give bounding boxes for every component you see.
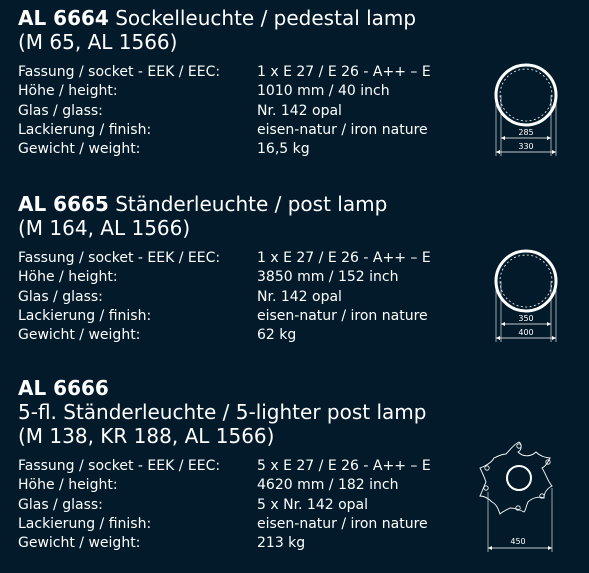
spec-value: 1010 mm / 40 inch <box>257 83 390 100</box>
product-refs: (M 164, AL 1566) <box>18 216 191 240</box>
spec-value: eisen-natur / iron nature <box>257 515 428 532</box>
spec-label: Fassung / socket - EEK / EEC: <box>18 458 221 474</box>
spec-row <box>18 326 468 345</box>
spec-value: 1 x E 27 / E 26 - A++ – E <box>257 250 431 266</box>
spec-label: Höhe / height: <box>18 83 118 100</box>
spec-row <box>18 63 468 82</box>
spec-row <box>18 268 468 287</box>
spec-row <box>18 249 468 268</box>
spec-row <box>18 496 468 515</box>
spec-label: Gewicht / weight: <box>18 141 141 158</box>
spec-label: Gewicht / weight: <box>18 327 141 344</box>
spec-value: 5 x Nr. 142 opal <box>257 496 369 513</box>
dimension-label: 330 <box>518 142 534 151</box>
spec-value: eisen-natur / iron nature <box>257 121 428 138</box>
spec-label: Glas / glass: <box>18 288 103 305</box>
spec-value: eisen-natur / iron nature <box>257 307 428 324</box>
spec-label: Höhe / height: <box>18 269 118 286</box>
pedestal-lamp-top-view-icon <box>486 54 566 164</box>
spec-label: Lackierung / finish: <box>18 121 152 138</box>
product-title <box>18 376 468 400</box>
spec-row <box>18 102 468 121</box>
spec-value: Nr. 142 opal <box>257 102 342 119</box>
spec-value: 1 x E 27 / E 26 - A++ – E <box>257 64 431 80</box>
five-arm-lamp-top-view-icon <box>474 432 564 557</box>
spec-row <box>18 457 468 476</box>
dimension-label: 450 <box>510 537 526 546</box>
spec-table <box>18 63 468 159</box>
spec-row <box>18 121 468 140</box>
spec-label: Glas / glass: <box>18 496 103 513</box>
product-title <box>18 6 468 30</box>
spec-row <box>18 307 468 326</box>
spec-row <box>18 288 468 307</box>
product-al-6666 <box>18 376 468 553</box>
spec-label: Gewicht / weight: <box>18 535 141 552</box>
spec-value: Nr. 142 opal <box>257 288 342 305</box>
spec-row <box>18 140 468 159</box>
spec-table <box>18 457 468 553</box>
product-title <box>18 192 468 216</box>
spec-label: Lackierung / finish: <box>18 307 152 324</box>
spec-label: Glas / glass: <box>18 102 103 119</box>
dimension-label: 400 <box>518 328 534 337</box>
spec-label: Fassung / socket - EEK / EEC: <box>18 64 221 80</box>
spec-row <box>18 534 468 553</box>
spec-table <box>18 249 468 345</box>
spec-row <box>18 515 468 534</box>
product-code: AL 6664 <box>18 6 109 30</box>
spec-value: 4620 mm / 182 inch <box>257 477 399 494</box>
product-name: Sockelleuchte / pedestal lamp <box>115 6 417 30</box>
spec-value: 16,5 kg <box>257 141 310 158</box>
dimension-label: 350 <box>518 314 534 323</box>
spec-value: 213 kg <box>257 535 306 552</box>
spec-label: Lackierung / finish: <box>18 515 152 532</box>
dimension-label: 285 <box>518 128 534 137</box>
spec-value: 62 kg <box>257 327 297 344</box>
product-code: AL 6666 <box>18 376 109 400</box>
spec-row <box>18 476 468 495</box>
post-lamp-top-view-icon <box>486 240 566 350</box>
spec-label: Höhe / height: <box>18 477 118 494</box>
product-al-6665 <box>18 192 468 345</box>
spec-value: 5 x E 27 / E 26 - A++ – E <box>257 458 431 474</box>
spec-label: Fassung / socket - EEK / EEC: <box>18 250 221 266</box>
product-name: Ständerleuchte / post lamp <box>115 192 388 216</box>
spec-row <box>18 82 468 101</box>
product-name: 5-fl. Ständerleuchte / 5-lighter post lamp <box>18 400 427 424</box>
product-code: AL 6665 <box>18 192 109 216</box>
product-refs: (M 65, AL 1566) <box>18 30 178 54</box>
spec-value: 3850 mm / 152 inch <box>257 269 399 286</box>
product-al-6664 <box>18 6 468 159</box>
product-refs: (M 138, KR 188, AL 1566) <box>18 424 275 448</box>
